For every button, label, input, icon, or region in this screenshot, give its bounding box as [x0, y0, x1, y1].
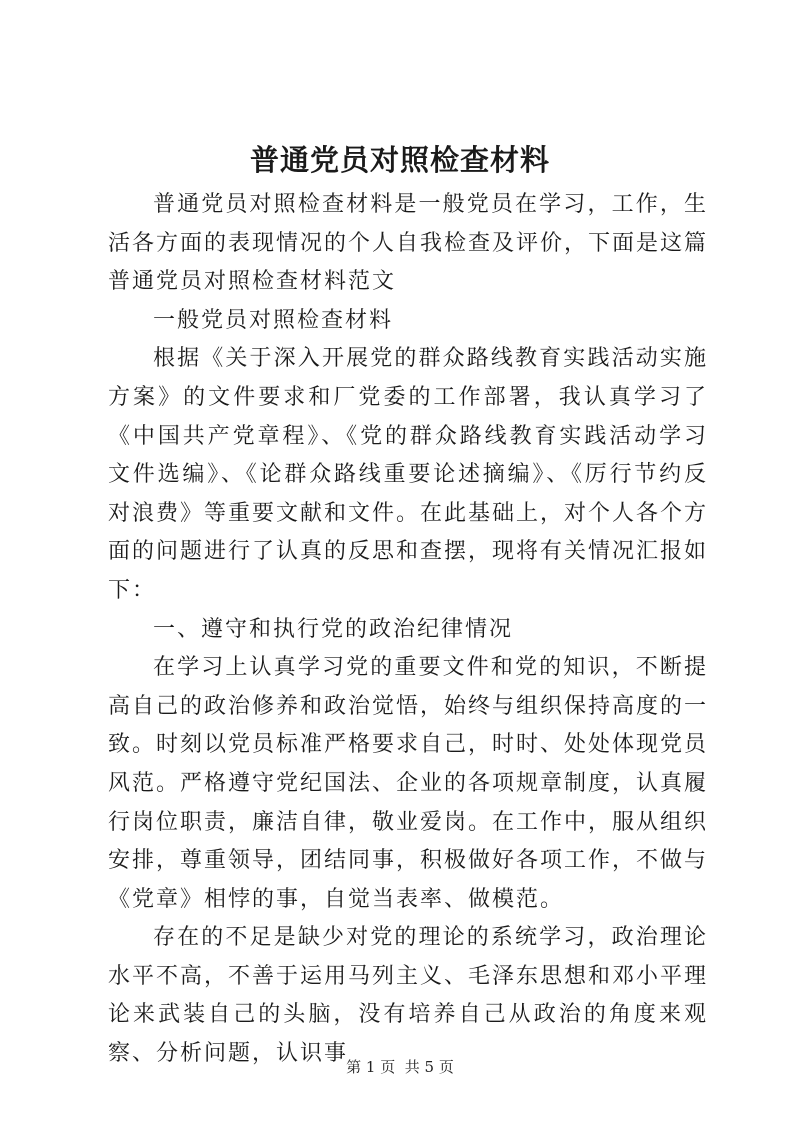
page-footer [0, 1057, 800, 1077]
section-heading: 一般党员对照检查材料 [153, 307, 394, 333]
document-title: 普通党员对照检查材料 [249, 143, 550, 177]
body-paragraph: 根据《关于深入开展党的群众路线教育实践活动实施方案》的文件要求和厂党委的工作部署，我认真学习了《中国共产党章程》、《党的群众路线教育实践活动学习文件选编》、《论群众路线重要论述摘编》、《厉行节约反对浪费》等重要文献和文件。在此基础上，对个人各个方面的问题进行了认真的反思和查摆，现将有关情况汇报如下： [108, 346, 709, 603]
document-body [108, 186, 708, 1074]
body-paragraph: 在学习上认真学习党的重要文件和党的知识，不断提高自己的政治修养和政治觉悟，始终与组织保持高度的一致。时刻以党员标准严格要求自己，时时、处处体现党员风范。严格遵守党纪国法、企业的各项规章制度，认真履行岗位职责，廉洁自律，敬业爱岗。在工作中，服从组织安排，尊重领导，团结同事，积极做好各项工作，不做与《党章》相悖的事，自觉当表率、做模范。 [108, 655, 709, 912]
body-paragraph: 存在的不足是缺少对党的理论的系统学习，政治理论水平不高，不善于运用马列主义、毛泽东思想和邓小平理论来武装自己的头脑，没有培养自己从政治的角度来观察、分析问题，认识事 [108, 925, 709, 1067]
page-indicator: 第 1 页 共 5 页 [346, 1058, 454, 1076]
subsection-heading: 一、遵守和执行党的政治纪律情况 [153, 616, 514, 642]
intro-paragraph: 普通党员对照检查材料是一般党员在学习，工作，生活各方面的表现情况的个人自我检查及评价，下面是这篇普通党员对照检查材料范文 [108, 192, 709, 295]
